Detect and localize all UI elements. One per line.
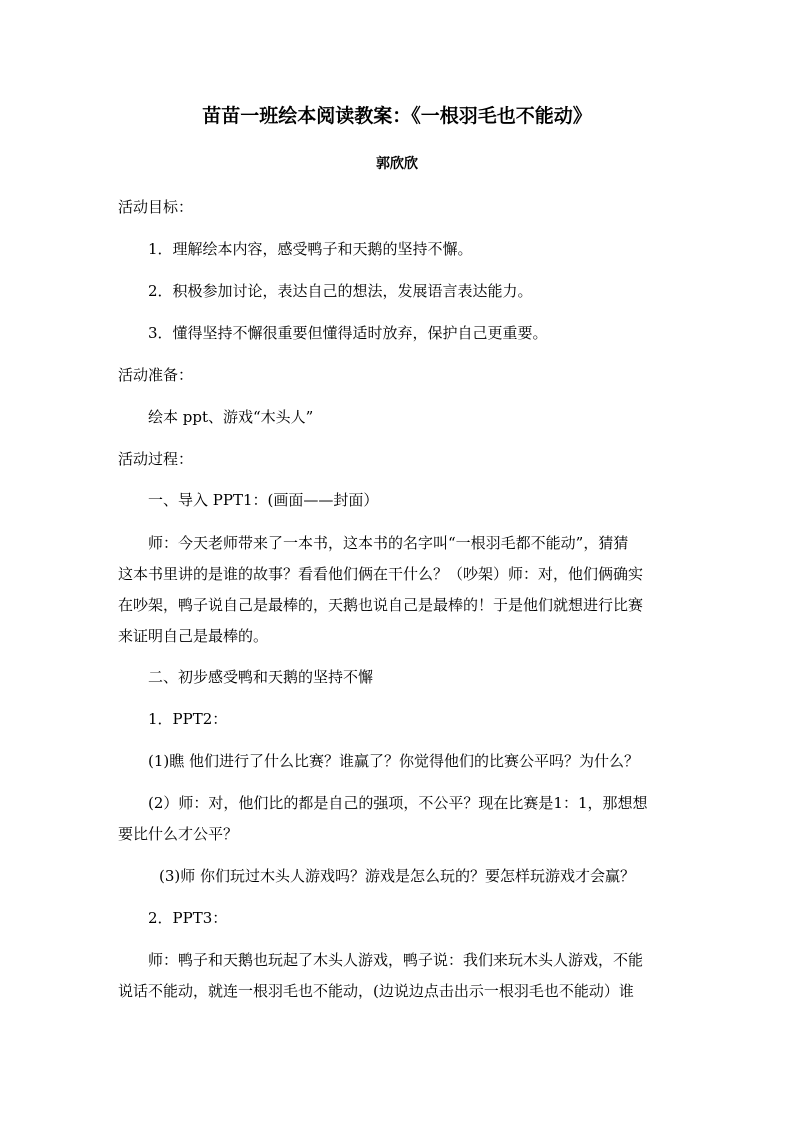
goal-item-3: 3．懂得坚持不懈很重要但懂得适时放弃，保护自己更重要。	[148, 324, 548, 342]
process-heading: 活动过程：	[118, 450, 194, 468]
part1-paragraph-line: 来证明自己是最棒的。	[118, 627, 269, 645]
part2-heading: 二、初步感受鸭和天鹅的坚持不懈	[148, 668, 374, 686]
part1-paragraph-line: 在吵架，鸭子说自己是最棒的，天鹅也说自己是最棒的！于是他们就想进行比赛	[118, 596, 644, 614]
document-author: 郭欣欣	[376, 156, 418, 172]
goal-item-1: 1．理解绘本内容，感受鸭子和天鹅的坚持不懈。	[148, 240, 473, 258]
question-3: (3)师 你们玩过木头人游戏吗？游戏是怎么玩的？要怎样玩游戏才会赢？	[159, 867, 636, 885]
goal-item-2: 2．积极参加讨论，表达自己的想法，发展语言表达能力。	[148, 282, 533, 300]
part1-paragraph-line: 这本书里讲的是谁的故事？看看他们俩在干什么？（吵架）师：对，他们俩确实	[118, 565, 644, 583]
part1-heading: 一、导入 PPT1：(画面——封面）	[148, 491, 379, 509]
ppt3-label: 2．PPT3：	[148, 909, 228, 927]
question-2-line: (2）师：对，他们比的都是自己的强项，不公平？现在比赛是1：1，那想想	[148, 794, 648, 812]
goals-heading: 活动目标：	[118, 198, 194, 216]
question-1: (1)瞧 他们进行了什么比赛？谁赢了？你觉得他们的比赛公平吗？为什么？	[148, 752, 640, 770]
question-2-line: 要比什么才公平？	[118, 825, 239, 843]
document-title: 苗苗一班绘本阅读教案：《一根羽毛也不能动》	[202, 105, 592, 127]
ppt3-paragraph-line: 师：鸭子和天鹅也玩起了木头人游戏，鸭子说：我们来玩木头人游戏，不能	[148, 951, 644, 969]
prep-heading: 活动准备：	[118, 366, 194, 384]
ppt3-paragraph-line: 说话不能动，就连一根羽毛也不能动，(边说边点击出示一根羽毛也不能动）谁	[118, 982, 634, 1000]
ppt2-label: 1．PPT2：	[148, 710, 228, 728]
prep-text: 绘本 ppt、游戏“木头人”	[148, 408, 314, 426]
part1-paragraph-line: 师：今天老师带来了一本书，这本书的名字叫“一根羽毛都不能动”，猜猜	[148, 534, 629, 552]
